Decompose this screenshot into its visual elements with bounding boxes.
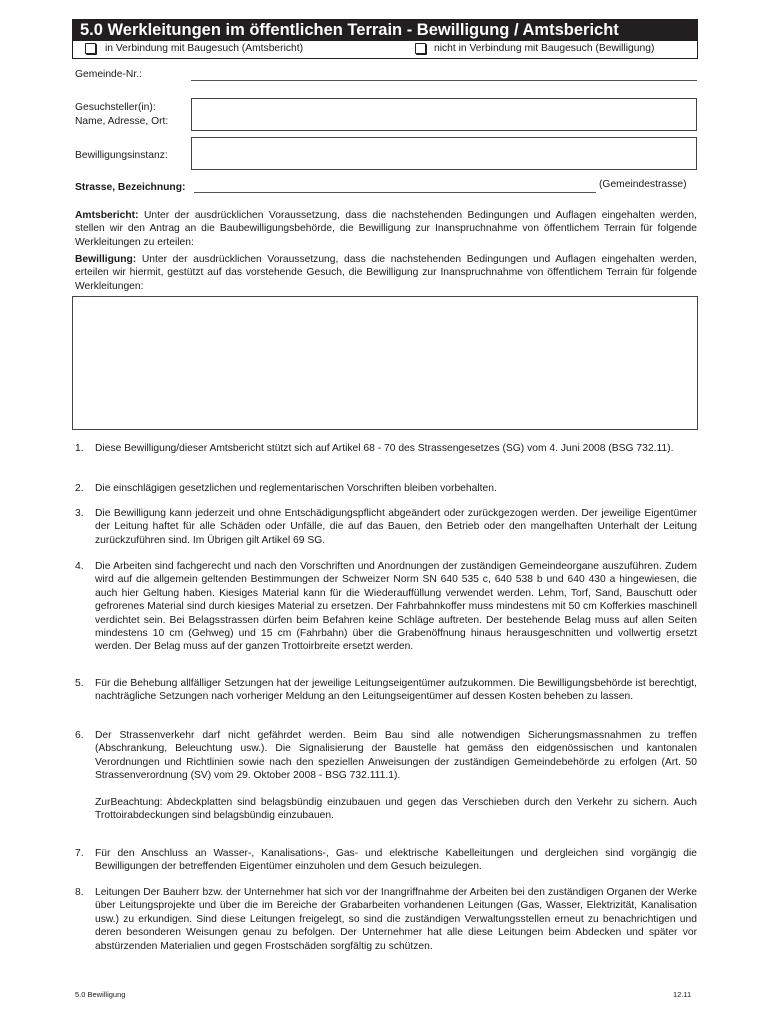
werkleitungen-textarea[interactable] — [72, 296, 698, 430]
amtsbericht-text: Unter der ausdrücklichen Voraussetzung, dass die nachstehenden Bedingungen und Auflagen eingehalten werden, stellen wir den Antrag an die Baubewilligungsbehörde, die Bewilligung zur Inanspruchnahme von öffentlichem Terrain für folgende Werkleitungen zu erteilen: — [75, 210, 697, 248]
condition-number: 3. — [75, 508, 84, 519]
footer-right: 12.11 — [673, 990, 692, 999]
condition-number: 6. — [75, 730, 84, 741]
condition-number: 5. — [75, 678, 84, 689]
amtsbericht-paragraph — [75, 209, 697, 249]
gemeinde-label: Gemeinde-Nr.: — [75, 69, 142, 80]
condition-number: 1. — [75, 443, 84, 454]
condition-text: Für die Behebung allfälliger Setzungen hat der jeweilige Leitungseigentümer aufzukommen. Die Bewilligungsbehörde ist berechtigt, nachträgliche Setzungen nach vorheriger Meldung an den Leitungseigentümer auf dessen Kosten beheben zu lassen. — [95, 678, 697, 703]
gesuchsteller-sublabel: Name, Adresse, Ort: — [75, 116, 169, 127]
condition-number: 8. — [75, 887, 84, 898]
bewilligung-checkbox[interactable] — [415, 43, 426, 54]
condition-number: 2. — [75, 483, 84, 494]
bewilligung-paragraph — [75, 253, 697, 293]
condition-number: 7. — [75, 848, 84, 859]
strasse-label: Strasse, Bezeichnung: — [75, 182, 186, 193]
gesuchsteller-input[interactable] — [191, 98, 697, 131]
condition-text: Der Strassenverkehr darf nicht gefährdet werden. Beim Bau sind alle notwendigen Sicherungsmassnahmen zu treffen (Abschrankung, Beleuchtung usw.). Die Signalisierung der Baustelle hat gemäss den eidgenössischen und kantonalen Verordnungen und Richtlinien sowie nach den speziellen Anweisungen der zuständigen Gemeindebehörde zu erfolgen (Art. 50 Strassenverordnung (SV) vom 29. Oktober 2008 - BSG 732.111.1). — [95, 730, 697, 782]
bewilligung-heading: Bewilligung: — [75, 254, 137, 265]
condition-text: Für den Anschluss an Wasser-, Kanalisations-, Gas- und elektrische Kabelleitungen und dergleichen sind vorgängig die Bewilligungen der betreffenden Eigentümer einzuholen und dem Gesuch beizulegen. — [95, 848, 697, 873]
amtsbericht-option-label: in Verbindung mit Baugesuch (Amtsbericht) — [105, 43, 304, 54]
condition-text: Die Arbeiten sind fachgerecht und nach den Vorschriften und Anordnungen der zuständigen Gemeindeorgane auszuführen. Zudem wird auf die allgemein geltenden Bestimmungen der Schweizer Norm SN 640 535 c, 640 538 b und 640 430 a hingewiesen, die auch hier Geltung haben. Kiesiges Material kann für die Wiederauffüllung verwendet werden. Lehm, Torf, Sand, Bauschutt oder gefrorenes Material sind durch kiesiges Material zu ersetzen. Der Fahrbahnkoffer muss mindestens mit 50 cm Kofferkies maschinell verdichtet sein. Bei Belagsstrassen dürfen beim Befahren keine Schläge auftreten. Der bestehende Belag muss auf allen Seiten mindestens 10 cm (Gehweg) und 15 cm (Fahrbahn) über die Grabenöffnung hinaus herausgeschnitten und vollwertig ersetzt werden. Der Belag muss auf der ganzen Trottoirbreite ersetzt werden. — [95, 561, 697, 653]
strasse-input[interactable] — [194, 192, 596, 193]
amtsbericht-checkbox[interactable] — [85, 43, 96, 54]
condition-text: Leitungen Der Bauherr bzw. der Unternehmer hat sich vor der Inangriffnahme der Arbeiten bei den zuständigen Organen der Werke über Leitungsprojekte und über die im Bereiche der Grabarbeiten vorhandenen Leitungen (Gas, Wasser, Elektrizität, Kanalisation usw.) zu erkundigen. Sind diese Leitungen freigelegt, so sind die zuständigen Verwaltungsstellen erneut zu benachrichtigen und deren besonderen Weisungen genau zu befolgen. Der Unternehmer hat alle diese Leitungen beim Abdecken und später vor abstürzenden Materialien und gegen Frostschäden sorgfältig zu schützen. — [95, 887, 697, 952]
condition-text: Die Bewilligung kann jederzeit und ohne Entschädigungspflicht abgeändert oder zurückgezogen werden. Der jeweilige Eigentümer der Leitung haftet für alle Schäden oder Unfälle, die auf das Bauen, den Betrieb oder den mangelhaften Unterhalt der Leitung zurückzuführen sind. Im Übrigen gilt Artikel 69 SG. — [95, 508, 697, 546]
option-row — [72, 41, 698, 59]
bewilligung-text: Unter der ausdrücklichen Voraussetzung, dass die nachstehenden Bedingungen und Auflagen eingehalten werden, erteilen wir hiermit, gestützt auf das vorstehende Gesuch, die Bewilligung zur Inanspruchnahme von öffentlichem Terrain für folgende Werkleitungen: — [75, 254, 697, 292]
note-text: ZurBeachtung: Abdeckplatten sind belagsbündig einzubauen und gegen das Verschieben durch den Verkehr zu sichern. Auch Trottoirabdeckungen sind belagsbündig einzubauen. — [95, 797, 697, 822]
instanz-label: Bewilligungsinstanz: — [75, 150, 168, 161]
gemeinde-input[interactable] — [191, 80, 697, 81]
condition-text: Die einschlägigen gesetzlichen und reglementarischen Vorschriften bleiben vorbehalten. — [95, 483, 497, 494]
strasse-suffix: (Gemeindestrasse) — [599, 179, 687, 190]
bewilligungsinstanz-input[interactable] — [191, 137, 697, 170]
page-title: 5.0 Werkleitungen im öffentlichen Terrain - Bewilligung / Amtsbericht — [72, 19, 698, 41]
condition-number: 4. — [75, 561, 84, 572]
gesuchsteller-label: Gesuchsteller(in): — [75, 102, 156, 113]
bewilligung-option-label: nicht in Verbindung mit Baugesuch (Bewilligung) — [434, 43, 655, 54]
condition-text: Diese Bewilligung/dieser Amtsbericht stützt sich auf Artikel 68 - 70 des Strassengesetzes (SG) vom 4. Juni 2008 (BSG 732.11). — [95, 443, 674, 454]
amtsbericht-heading: Amtsbericht: — [75, 210, 139, 221]
footer-left: 5.0 Bewilligung — [75, 990, 126, 999]
